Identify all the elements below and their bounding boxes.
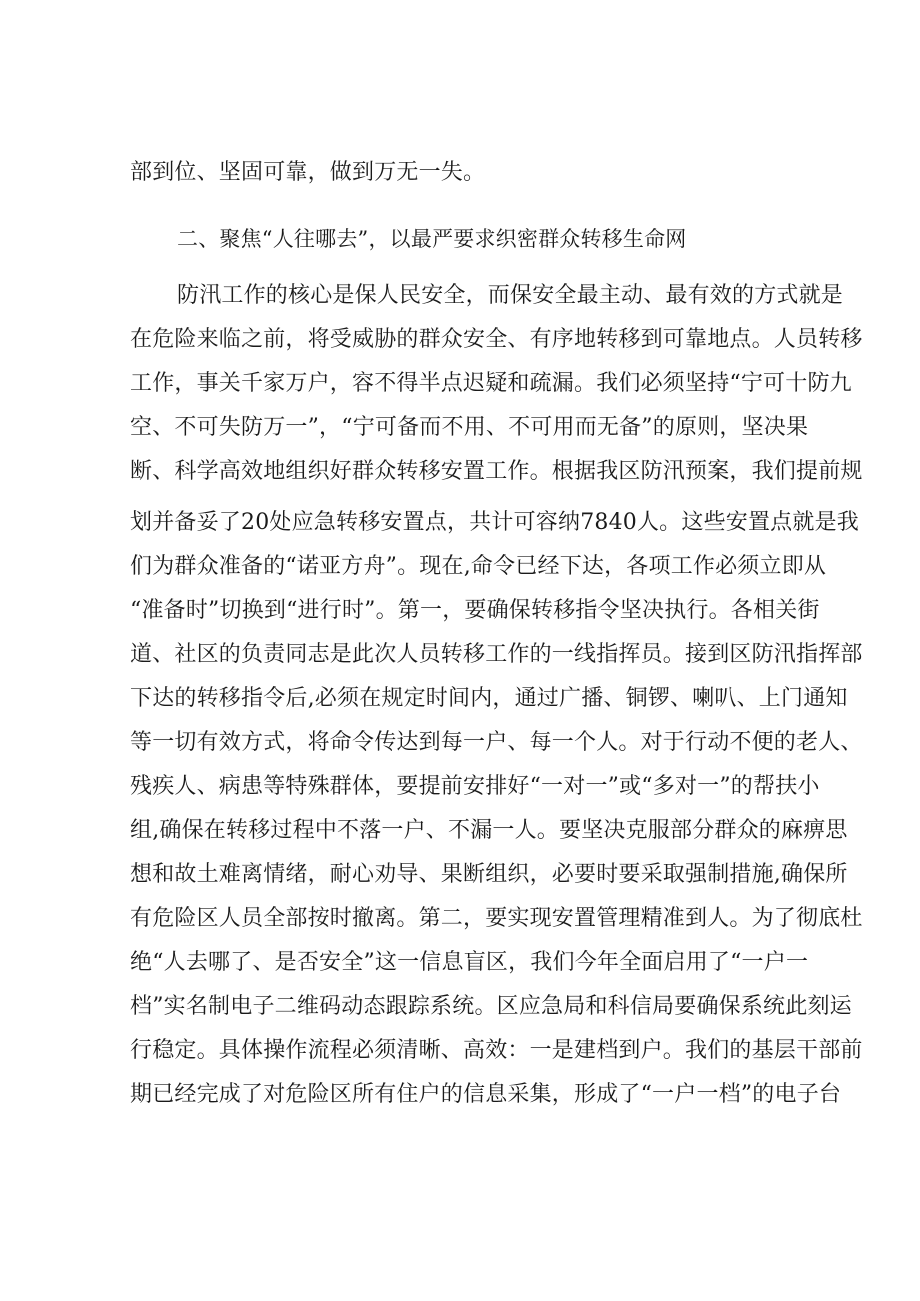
paragraph-continuation-line: 部到位、坚固可靠，做到万无一失。 [130,160,486,185]
paragraph-line: 等一切有效方式，将命令传达到每一户、每一个人。对于行动不便的老人、 [130,730,863,755]
paragraph-line: 行稳定。具体操作流程必须清晰、高效：一是建档到户。我们的基层干部前 [130,1038,863,1063]
paragraph-line: “准备时”切换到“进行时”。第一，要确保转移指令坚决执行。各相关街 [130,598,820,623]
paragraph-line: 道、社区的负责同志是此次人员转移工作的一线指挥员。接到区防汛指挥部 [130,642,863,667]
section-heading: 二、聚焦“人往哪去”，以最严要求织密群众转移生命网 [177,227,687,251]
paragraph-line: 组,确保在转移过程中不落一户、不漏一人。要坚决克服部分群众的麻痹思 [130,818,848,843]
paragraph-line: 们为群众准备的“诺亚方舟”。现在,命令已经下达，各项工作必须立即从 [130,554,827,579]
paragraph-line: 绝“人去哪了、是否安全”这一信息盲区，我们今年全面启用了“一户一 [130,950,809,975]
paragraph-line: 想和故土难离情绪，耐心劝导、果断组织，必要时要采取强制措施,确保所 [130,862,848,887]
paragraph-line: 残疾人、病患等特殊群体，要提前安排好“一对一”或“多对一”的帮扶小 [130,774,820,799]
paragraph-line: 断、科学高效地组织好群众转移安置工作。根据我区防汛预案，我们提前规 [130,459,863,484]
paragraph-line: 有危险区人员全部按时撤离。第二，要实现安置管理精准到人。为了彻底杜 [130,906,863,931]
paragraph-line: 划并备妥了20处应急转移安置点，共计可容纳7840人。这些安置点就是我 [130,510,859,535]
paragraph-line: 下达的转移指令后,必须在规定时间内，通过广播、铜锣、喇叭、上门通知 [130,686,848,711]
paragraph-line: 空、不可失防万一”，“宁可备而不用、不可用而无备”的原则，坚决果 [130,415,809,440]
paragraph-line: 在危险来临之前，将受威胁的群众安全、有序地转移到可靠地点。人员转移 [130,327,863,352]
paragraph-line: 工作，事关千家万户，容不得半点迟疑和疏漏。我们必须坚持“宁可十防九 [130,371,852,396]
paragraph-line: 档”实名制电子二维码动态跟踪系统。区应急局和科信局要确保系统此刻运 [130,994,852,1019]
paragraph-line: 期已经完成了对危险区所有住户的信息采集，形成了“一户一档”的电子台 [130,1082,842,1107]
paragraph-line: 防汛工作的核心是保人民安全，而保安全最主动、最有效的方式就是 [177,283,844,308]
